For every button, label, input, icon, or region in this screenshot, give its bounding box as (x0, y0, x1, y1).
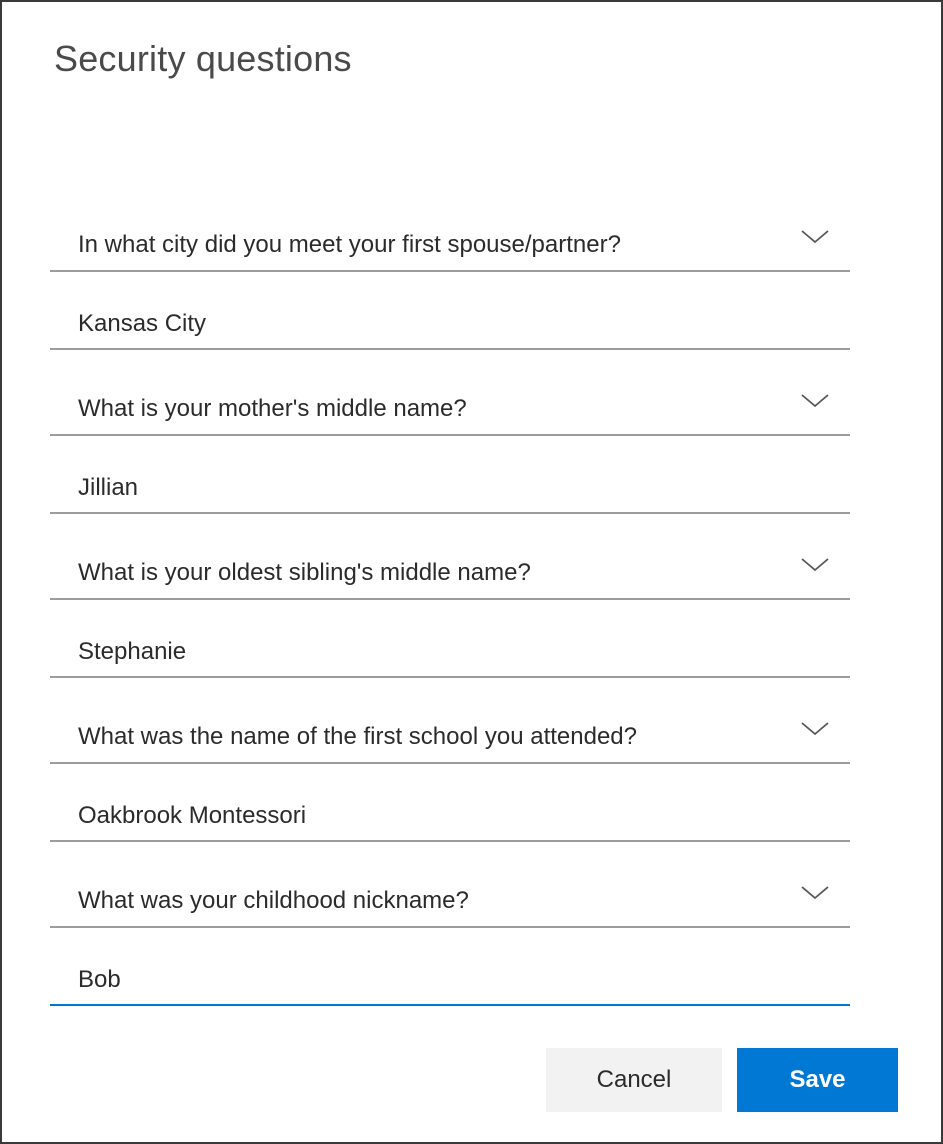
question-group-3 (50, 522, 850, 678)
answer-field-5 (50, 928, 850, 1006)
answer-input-1[interactable] (78, 310, 830, 338)
chevron-down-icon (800, 557, 830, 572)
dialog-title: Security questions (54, 38, 352, 79)
question-group-1 (50, 194, 850, 350)
answer-field-3 (50, 600, 850, 678)
answer-input-2[interactable] (78, 474, 830, 502)
dialog-buttons (546, 1048, 898, 1112)
chevron-down-icon (800, 721, 830, 736)
question-select-4[interactable] (50, 686, 850, 764)
answer-input-4[interactable] (78, 802, 830, 830)
chevron-down-icon (800, 229, 830, 244)
security-questions-form (50, 194, 850, 1014)
answer-field-4 (50, 764, 850, 842)
answer-input-5[interactable] (78, 966, 830, 994)
cancel-button[interactable]: Cancel (546, 1048, 722, 1112)
chevron-down-icon (800, 393, 830, 408)
question-group-2 (50, 358, 850, 514)
selected-question-label-5: What was your childhood nickname? (78, 887, 469, 914)
selected-question-label-1: In what city did you meet your first spouse/partner? (78, 231, 621, 258)
answer-input-3[interactable] (78, 638, 830, 666)
answer-field-2 (50, 436, 850, 514)
selected-question-label-4: What was the name of the first school you attended? (78, 723, 637, 750)
selected-question-label-3: What is your oldest sibling's middle name? (78, 559, 531, 586)
answer-field-1 (50, 272, 850, 350)
question-select-5[interactable] (50, 850, 850, 928)
question-select-2[interactable] (50, 358, 850, 436)
save-button[interactable]: Save (737, 1048, 898, 1112)
chevron-down-icon (800, 885, 830, 900)
question-select-1[interactable] (50, 194, 850, 272)
question-group-4 (50, 686, 850, 842)
question-group-5 (50, 850, 850, 1006)
selected-question-label-2: What is your mother's middle name? (78, 395, 467, 422)
question-select-3[interactable] (50, 522, 850, 600)
